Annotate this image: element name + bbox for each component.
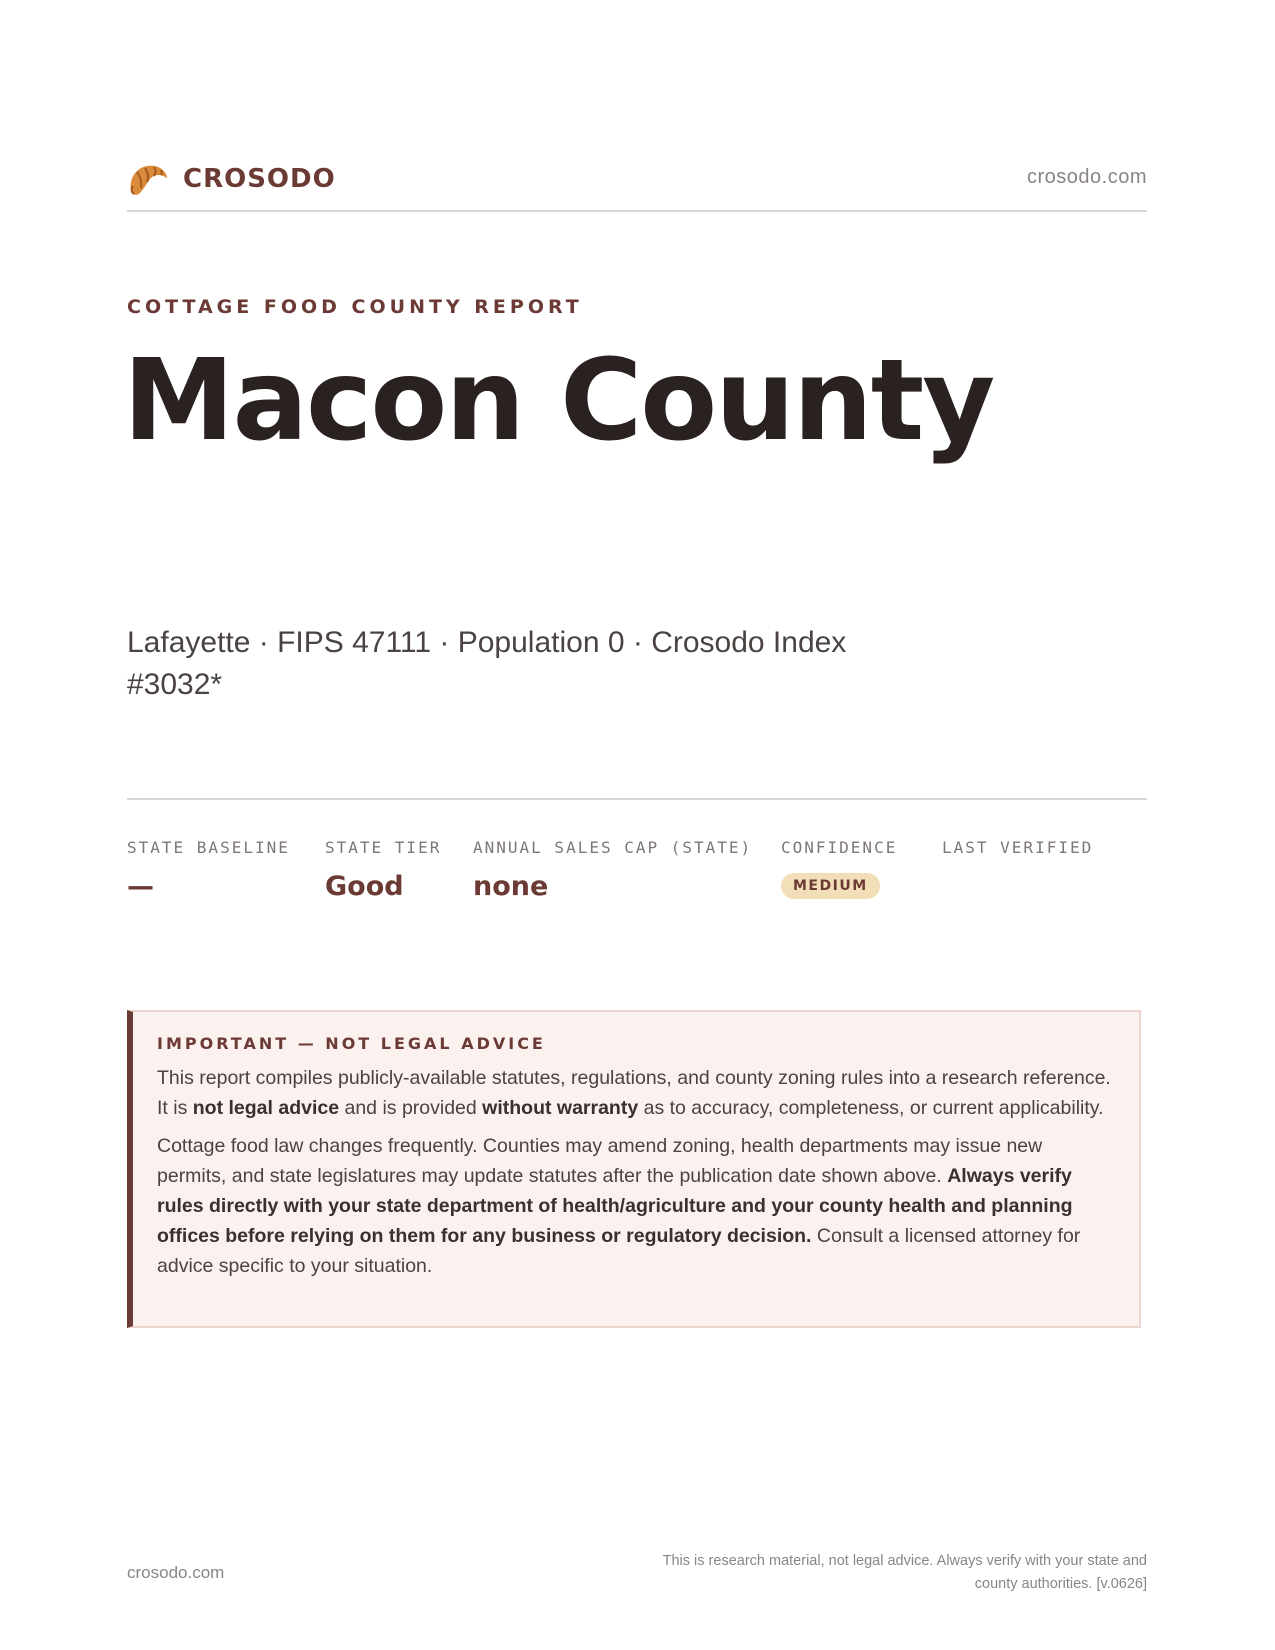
stat-label: STATE TIER (325, 838, 442, 857)
stat-label: CONFIDENCE (781, 838, 898, 857)
footer-disclaimer: This is research material, not legal advice. Always verify with your state and county authorities. [v.0626] (662, 1553, 1147, 1592)
stat-confidence (781, 838, 897, 899)
stat-state-tier (325, 838, 441, 902)
notice-text: Cottage food law changes frequently. Counties may amend zoning, health departments may issue new permits, and state legislatures may update statutes after the publication date shown above. (157, 1135, 1043, 1187)
notice-text: as to accuracy, completeness, or current applicability. (638, 1097, 1104, 1119)
brand-name: CROSODO (183, 164, 336, 194)
notice-emphasis: Always verify rules directly with your state department of health/agriculture and your county health and planning offices before relying on them for any business or regulatory decision. (157, 1165, 1073, 1247)
page-title: Macon County (123, 336, 994, 466)
footer-site[interactable]: crosodo.com (127, 1563, 225, 1582)
stat-sales-cap (473, 838, 752, 902)
report-subtitle: Lafayette · FIPS 47111 · Population 0 · Crosodo Index #3032* (127, 626, 847, 701)
report-eyebrow: COTTAGE FOOD COUNTY REPORT (127, 296, 583, 318)
stat-label: LAST VERIFIED (942, 838, 1094, 857)
notice-text: This report compiles publicly-available statutes, regulations, and county zoning rules into a research reference. It is (157, 1067, 1111, 1119)
stat-value: none (473, 871, 549, 902)
legal-notice (127, 1010, 1141, 1328)
notice-emphasis: not legal advice (192, 1097, 340, 1119)
report-page (123, 0, 1147, 1650)
stat-last-verified (942, 838, 1093, 871)
stat-value: — (127, 871, 154, 902)
brand[interactable] (127, 160, 336, 198)
stat-label: STATE BASELINE (127, 838, 290, 857)
notice-title: IMPORTANT — NOT LEGAL ADVICE (157, 1034, 546, 1053)
site-link[interactable]: crosodo.com (1027, 166, 1147, 188)
croissant-icon (127, 160, 169, 198)
page-header (127, 158, 1147, 212)
notice-paragraph-2 (157, 1131, 1113, 1281)
stat-state-baseline (127, 838, 290, 902)
stats-row (127, 798, 1147, 920)
notice-text: Consult a licensed attorney for advice specific to your situation. (157, 1225, 1081, 1277)
stat-value: Good (325, 871, 404, 902)
notice-text: and is provided (339, 1097, 483, 1119)
stat-label: ANNUAL SALES CAP (STATE) (473, 838, 753, 857)
notice-paragraph-1 (157, 1063, 1113, 1123)
confidence-badge: MEDIUM (781, 873, 880, 899)
notice-emphasis: without warranty (482, 1097, 639, 1119)
